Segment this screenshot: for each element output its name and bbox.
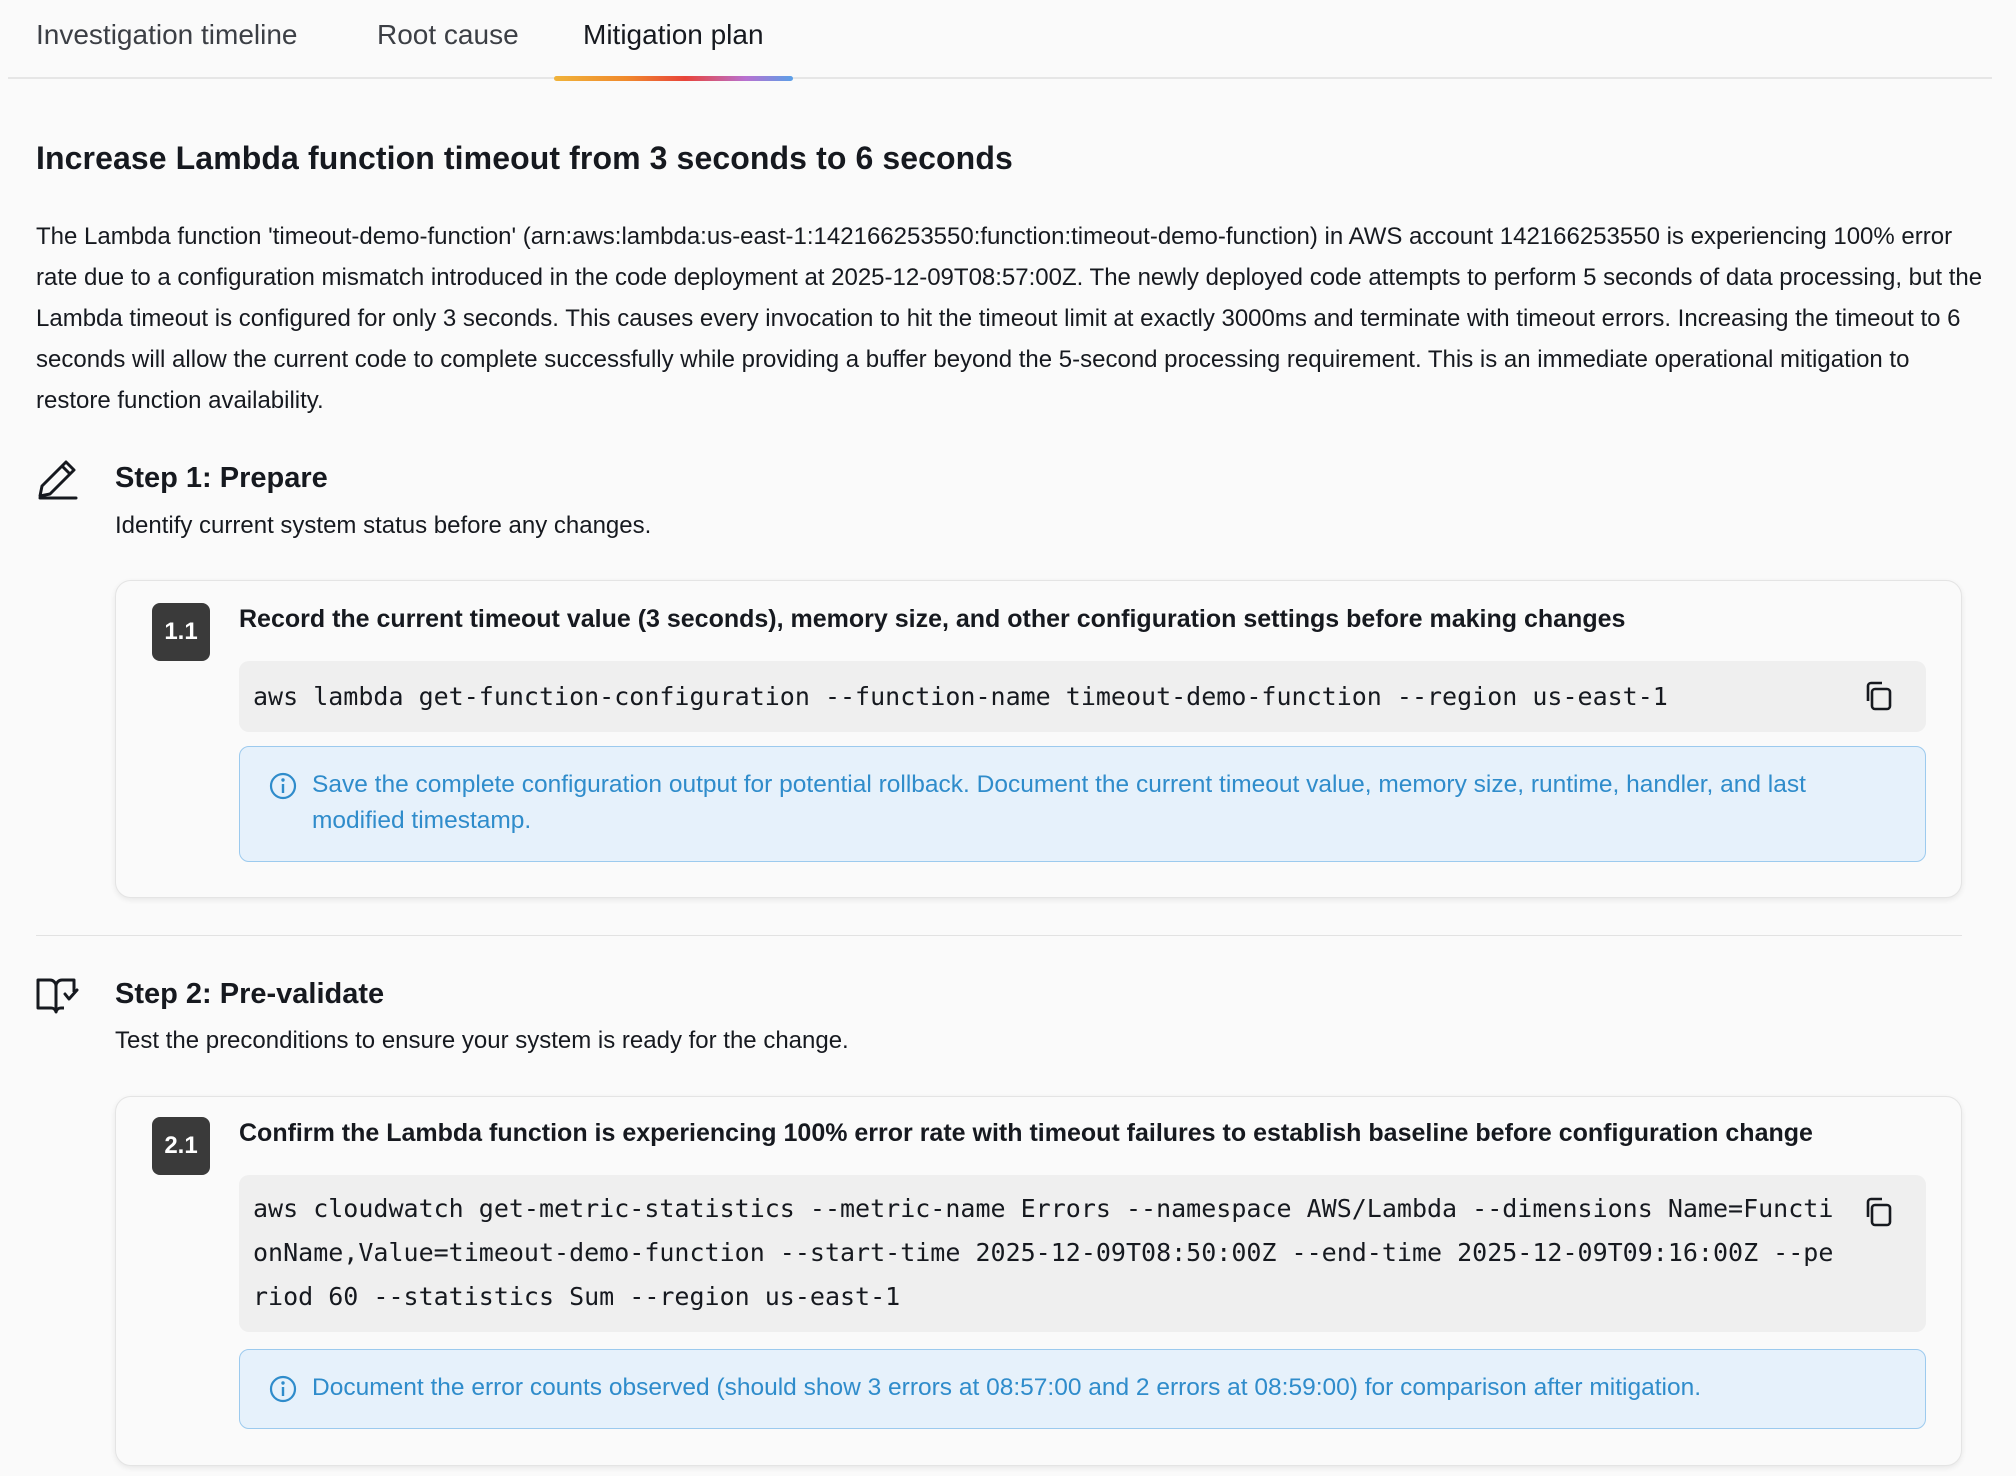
step-divider bbox=[36, 935, 1962, 936]
plan-description: The Lambda function 'timeout-demo-function' (arn:aws:lambda:us-east-1:142166253550:function:timeout-demo-function) in AWS account 142166253550 is experiencing 100% error rate due to a configuration mismatch introduced in the code deployment at 2025-12-09T08:57:00Z. The newly deployed code attempts to perform 5 seconds of data processing, but the Lambda timeout is configured for only 3 seconds. This causes every invocation to hit the timeout limit at exactly 3000ms and terminate with timeout errors. Increasing the timeout to 6 seconds will allow the current code to complete successfully while providing a buffer beyond the 5-second processing requirement. This is an immediate operational mitigation to restore function availability. bbox=[36, 223, 1983, 414]
info-note-text: Document the error counts observed (should show 3 errors at 08:57:00 and 2 errors at 08:59:00) for comparison after mitigation. bbox=[312, 1374, 1702, 1401]
book-check-icon bbox=[34, 972, 80, 1018]
step-subtitle: Identify current system status before any changes. bbox=[115, 512, 652, 539]
tab-label: Root cause bbox=[377, 19, 519, 50]
step-subtitle: Test the preconditions to ensure your system is ready for the change. bbox=[115, 1027, 849, 1054]
tab-investigation-timeline[interactable] bbox=[36, 0, 297, 79]
command-block[interactable] bbox=[239, 661, 1926, 732]
active-tab-indicator bbox=[554, 76, 793, 81]
info-note bbox=[239, 1349, 1926, 1429]
info-note-text: Save the complete configuration output for potential rollback. Document the current timeout value, memory size, runtime, handler, and last modified timestamp. bbox=[312, 771, 1806, 834]
info-note bbox=[239, 746, 1926, 862]
substep-number-badge: 1.1 bbox=[152, 603, 210, 661]
copy-icon[interactable] bbox=[1862, 1195, 1896, 1229]
step-title: Step 2: Pre-validate bbox=[115, 978, 385, 1010]
command-block[interactable] bbox=[239, 1175, 1926, 1332]
tab-bar bbox=[8, 0, 1992, 79]
tab-root-cause[interactable] bbox=[377, 0, 519, 79]
tab-label: Investigation timeline bbox=[36, 19, 298, 50]
substep-card bbox=[115, 1096, 1962, 1466]
substep-title: Record the current timeout value (3 seconds), memory size, and other configuration settings before making changes bbox=[239, 605, 1626, 633]
tab-label: Mitigation plan bbox=[583, 19, 764, 50]
tab-mitigation-plan[interactable] bbox=[583, 0, 764, 79]
command-text: aws lambda get-function-configuration --function-name timeout-demo-function --region us-east-1 bbox=[253, 682, 1668, 711]
pencil-icon bbox=[34, 456, 80, 502]
command-text: aws cloudwatch get-metric-statistics --metric-name Errors --namespace AWS/Lambda --dimensions Name=FunctionName,Value=timeout-demo-function --start-time 2025-12-09T08:50:00Z --end-time 2025-12-09T09:16:00Z --period 60 --statistics Sum --region us-east-1 bbox=[253, 1194, 1834, 1311]
substep-card bbox=[115, 580, 1962, 898]
info-icon bbox=[268, 1374, 298, 1404]
copy-icon[interactable] bbox=[1862, 679, 1896, 713]
substep-number-badge: 2.1 bbox=[152, 1117, 210, 1175]
substep-title: Confirm the Lambda function is experiencing 100% error rate with timeout failures to establish baseline before configuration change bbox=[239, 1119, 1813, 1147]
step-title: Step 1: Prepare bbox=[115, 462, 328, 494]
info-icon bbox=[268, 771, 298, 801]
plan-title: Increase Lambda function timeout from 3 seconds to 6 seconds bbox=[36, 140, 1013, 176]
